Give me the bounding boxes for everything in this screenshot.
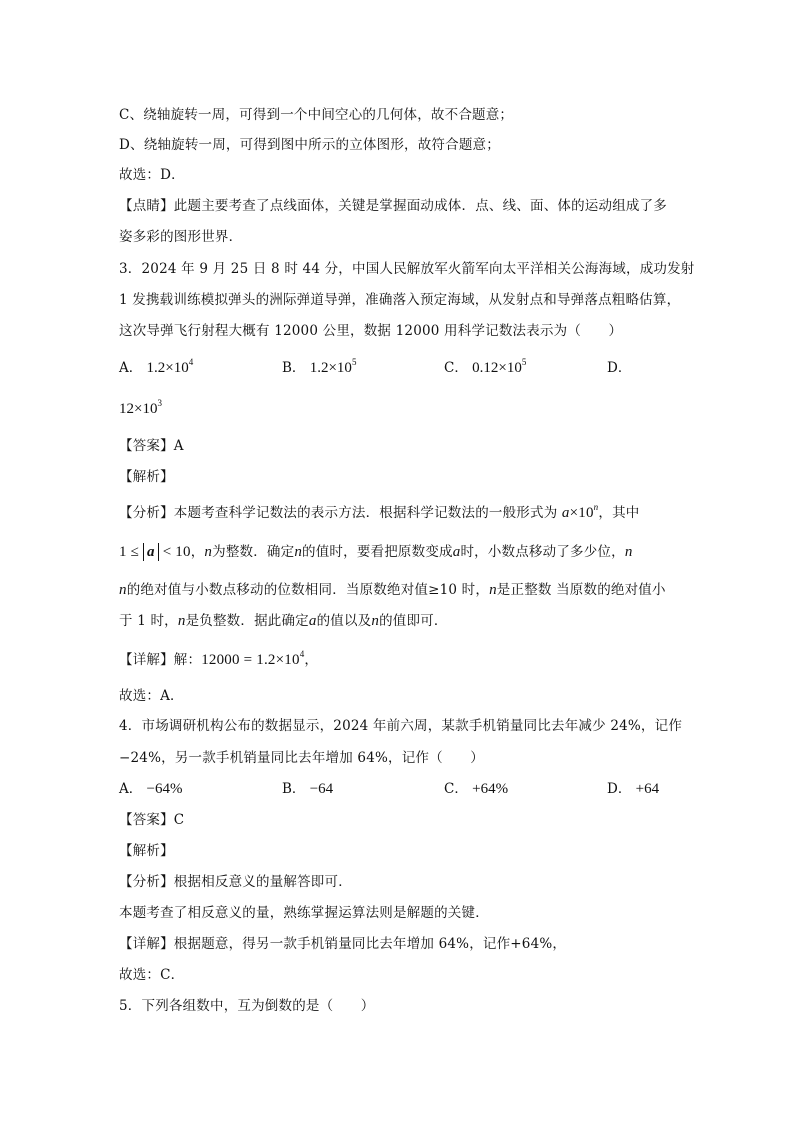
selection-line: 故选：A． [119,688,184,704]
analysis-heading: 【解析】 [119,843,174,859]
option-value: −64 [309,781,334,797]
option-a [119,358,193,378]
analysis-note: 本题考查了相反意义的量，熟练掌握运算法则是解题的关键． [119,905,489,921]
option-a [119,779,183,799]
detail-line: 【详解】根据题意，得另一款手机销量同比去年增加 64%，记作+64%， [119,936,567,952]
analysis-line: 【分析】根据相反意义的量解答即可． [119,874,352,890]
option-label: D． [607,781,632,797]
option-b [282,779,333,799]
option-value: $0.12\times 10^5$ [472,357,527,376]
option-value: +64% [472,781,509,797]
text-line: D、绕轴旋转一周，可得到图中所示的立体图形，故符合题意； [119,137,500,153]
calculation: $12000 = 1.2\times 10^4$ [201,649,305,668]
option-b [282,358,356,378]
question-5-stem: 5．下列各组数中，互为倒数的是（ ） [119,998,375,1014]
question-4-stem: −24%，另一款手机销量同比去年增加 64%，记作（ ） [119,750,484,766]
analysis-line: 1 ≤ a < 10，n为整数．确定n的值时，要看把原数变成a时，小数点移动了多少位，n [119,544,633,560]
analysis-heading: 【解析】 [119,469,174,485]
option-c [444,779,508,799]
option-value: $12\times 10^3$ [119,398,162,417]
analysis-line: 于 1 时，n是负整数．据此确定a的值以及n的值即可． [119,613,448,629]
option-d [607,358,631,378]
analysis-line: n的绝对值与小数点移动的位数相同．当原数绝对值≥10 时，n是正整数 当原数的绝对值小 [119,582,666,598]
option-label: C． [444,360,468,376]
question-3-stem: 这次导弹飞行射程大概有 12000 公里，数据 12000 用科学记数法表示为（ ） [119,323,623,339]
option-label: A． [119,360,143,376]
option-label: C． [444,781,468,797]
selection-line: 故选：C． [119,967,185,983]
answer-line: 【答案】A [119,438,184,454]
analysis-line: 【分析】本题考查科学记数法的表示方法．根据科学记数法的一般形式为 $a\times 10^n$，其中 [119,502,640,521]
commentary-line: 姿多彩的图形世界． [119,229,243,245]
question-3-stem: 3．2024 年 9 月 25 日 8 时 44 分，中国人民解放军火箭军向太平洋相关公海海域，成功发射 [119,261,695,277]
detail-line: 【详解】解：$12000 = 1.2\times 10^4$， [119,649,319,668]
option-value: +64 [635,781,660,797]
commentary-line: 【点睛】此题主要考查了点线面体，关键是掌握面动成体．点、线、面、体的运动组成了多 [119,198,667,214]
option-c [444,358,526,378]
option-value: $1.2\times 10^5$ [309,357,357,376]
inequality: 1 ≤ a < 10 [119,544,191,560]
answer-line: 【答案】C [119,812,185,828]
option-label: B． [282,360,306,376]
option-d-value [119,399,162,419]
question-3-stem: 1 发携载训练模拟弹头的洲际弹道导弹，准确落入预定海域，从发射点和导弹落点粗略估算， [119,292,681,308]
option-value: $1.2\times 10^4$ [146,357,194,376]
option-label: B． [282,781,306,797]
option-value: −64% [146,781,183,797]
option-d [607,779,659,799]
option-label: D． [607,360,632,376]
text-line: C、绕轴旋转一周，可得到一个中间空心的几何体，故不合题意； [119,107,514,123]
text-line: 故选：D． [119,167,185,183]
option-label: A． [119,781,143,797]
question-4-stem: 4．市场调研机构公布的数据显示，2024 年前六周，某款手机销量同比去年减少 24%，记作 [119,718,683,734]
sci-notation-form: $a\times 10^n$ [561,502,599,521]
